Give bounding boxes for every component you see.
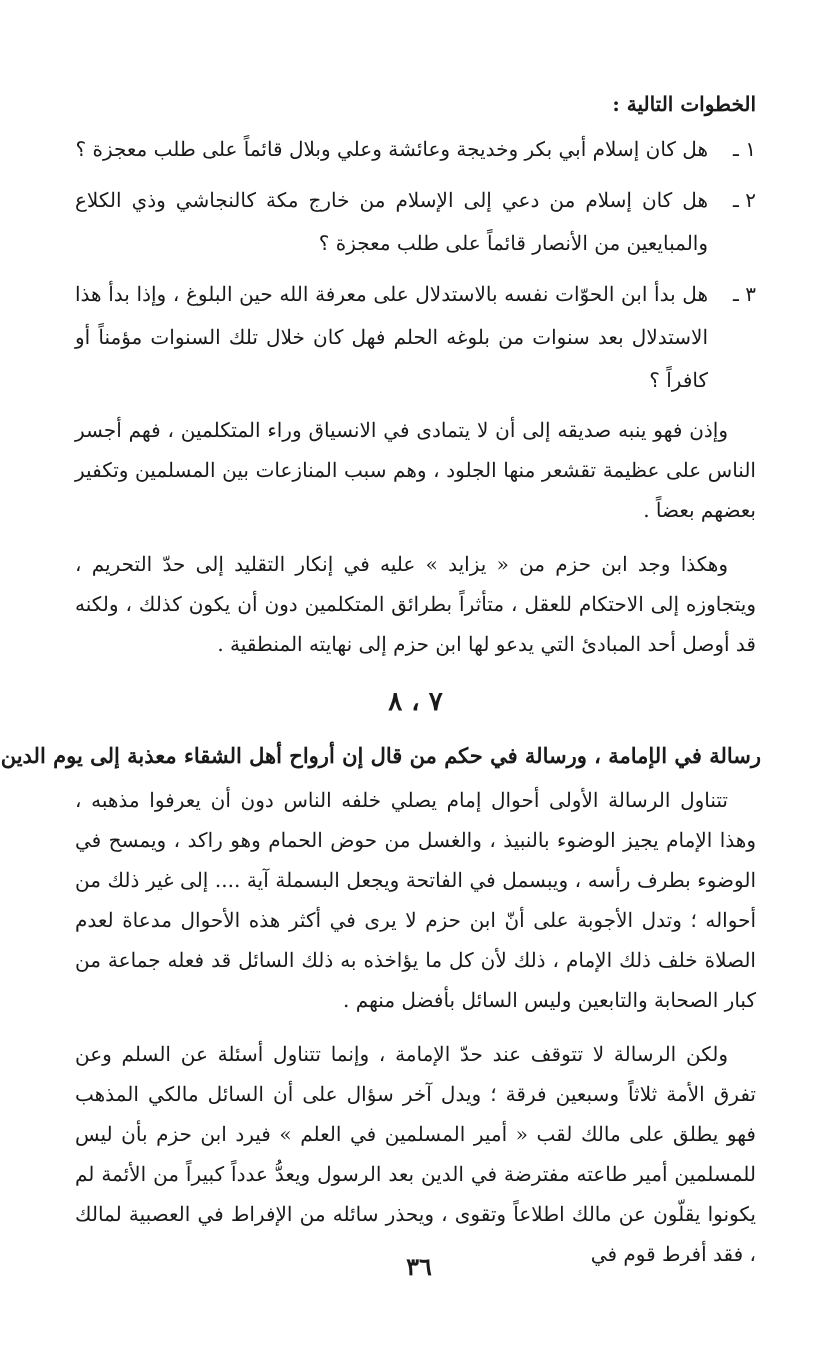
question-text: هل كان إسلام أبي بكر وخديجة وعائشة وعلي وبلال قائماً على طلب معجزة ؟ <box>75 137 708 161</box>
section-title: رسالة في الإمامة ، ورسالة في حكم من قال إن أرواح أهل الشقاء معذبة إلى يوم الدين <box>0 743 761 768</box>
question-text: هل بدأ ابن الحوّات نفسه بالاستدلال على معرفة الله حين البلوغ ، وإذا بدأ هذا الاستدلال بعد سنوات من بلوغه الحلم فهل كان خلال تلك السنوات مؤمناً أو كافراً ؟ <box>75 282 708 392</box>
paragraph-taqlid: وهكذا وجد ابن حزم من « يزايد » عليه في إنكار التقليد إلى حدّ التحريم ، ويتجاوزه إلى الاحتكام للعقل ، متأثراً بطرائق المتكلمين دون أن يكون كذلك ، ولكنه قد أوصل أحد المبادئ التي يدعو لها ابن حزم إلى نهايته المنطقية . <box>75 552 756 656</box>
question-number: ١ ـ <box>733 137 756 161</box>
question-number: ٣ ـ <box>733 282 756 306</box>
section-number: ٧ ، ٨ <box>388 687 443 717</box>
page-number: ٣٦ <box>406 1252 432 1281</box>
paragraph-mutakallimun: وإذن فهو ينبه صديقه إلى أن لا يتمادى في الانسياق وراء المتكلمين ، فهم أجسر الناس على عظيمة تقشعر منها الجلود ، وهم سبب المنازعات بين المسلمين وتكفير بعضهم بعضاً . <box>75 418 756 522</box>
question-number: ٢ ـ <box>733 188 756 212</box>
paragraph-maliki: ولكن الرسالة لا تتوقف عند حدّ الإمامة ، وإنما تتناول أسئلة عن السلم وعن تفرق الأمة ثلاثاً وسبعين فرقة ؛ ويدل آخر سؤال على أن السائل مالكي المذهب فهو يطلق على مالك لقب « أمير المسلمين في العلم » فيرد ابن حزم بأن ليس للمسلمين أمير طاعته مفترضة في الدين بعد الرسول ويعدُّ عدداً كبيراً من الأئمة لم يكونوا يقلّون عن مالك اطلاعاً وتقوى ، ويحذر سائله من الإفراط في العصبية لمالك ، فقد أفرط قوم في <box>75 1042 757 1266</box>
page-content <box>0 88 761 1288</box>
question-text: هل كان إسلام من دعي إلى الإسلام من خارج مكة كالنجاشي وذي الكلاع والمبايعين من الأنصار قائماً على طلب معجزة ؟ <box>75 188 708 255</box>
question-item-1 <box>75 128 756 171</box>
paragraph-imama: تتناول الرسالة الأولى أحوال إمام يصلي خلفه الناس دون أن يعرفوا مذهبه ، وهذا الإمام يجيز الوضوء بالنبيذ ، والغسل من حوض الحمام وهو راكد ، ويمسح في الوضوء بطرف رأسه ، ويبسمل في الفاتحة ويجعل البسملة آية .... إلى غير ذلك من أحواله ؛ وتدل الأجوبة على أنّ ابن حزم لا يرى في أكثر هذه الأحوال مدعاة لعدم الصلاة خلف ذلك الإمام ، ذلك لأن كل ما يؤاخذه به ذلك السائل قد فعله جماعة من كبار الصحابة والتابعين وليس السائل بأفضل منهم . <box>75 788 756 1012</box>
question-item-3 <box>75 273 756 402</box>
question-item-2 <box>75 179 756 265</box>
intro-line: الخطوات التالية : <box>612 92 756 116</box>
